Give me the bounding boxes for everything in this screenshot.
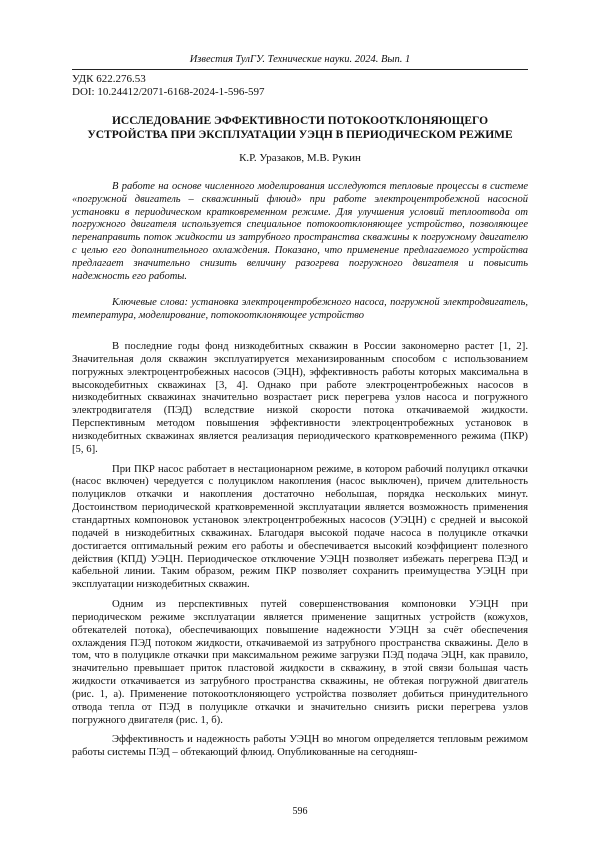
keywords: Ключевые слова: установка электроцентробежного насоса, погружной электродвигатель, температура, моделирование, потокоотклоняющее устройство bbox=[72, 297, 528, 321]
paragraph-3: Одним из перспективных путей совершенствования компоновки УЭЦН при периодическом режиме эксплуатации является применение защитных устройств (кожухов, обтекателей потока), обеспечивающих повышение надежности УЭЦН за счёт обеспечения охлаждения ПЭД потоком жидкости, откачиваемой из затрубного пространства скважины. Дело в том, что в полуцикле откачки при максимальном режиме загрузки ПЭД подача ЭЦН, как правило, значительно превышает приток пластовой жидкости в скважину, в этой связи большая часть жидкости откачивается из затрубного пространства скважины, не обтекая погружной двигатель (рис. 1, а). Применение потокоотклоняющего устройства позволяет добиться принудительного отвода тепла от ПЭД в полуцикле откачки и значительно снизить риски перегрева узлов погружного двигателя (рис. 1, б). bbox=[72, 598, 528, 726]
page-number: 596 bbox=[292, 806, 308, 817]
body-text bbox=[72, 340, 528, 766]
authors: К.Р. Уразаков, М.В. Рукин bbox=[239, 152, 361, 164]
title-line-1: ИССЛЕДОВАНИЕ ЭФФЕКТИВНОСТИ ПОТОКООТКЛОНЯЮЩЕГО bbox=[111, 115, 489, 127]
udc-code: УДК 622.276.53 bbox=[72, 73, 146, 85]
header-rule bbox=[72, 69, 528, 70]
doi: DOI: 10.24412/2071-6168-2024-1-596-597 bbox=[72, 85, 265, 98]
paragraph-2: При ПКР насос работает в нестационарном режиме, в котором рабочий полуцикл откачки (насос включен) чередуется с полуциклом накопления (насос выключен), причем длительность полуциклов откачки и накопления достаточно небольшая, порядка нескольких минут. Достоинством периодической кратковременной эксплуатации является возможность применения стандартных компоновок установок электроцентробежных насосов (УЭЦН) с средней и высокой подачей в низкодебитных скважинах. Благодаря высокой подаче насоса в полуцикле откачки достигается оптимальный режим его работы и обеспечивается высокий коэффициент полезного действия (КПД) УЭЦН. Периодическое отключение УЭЦН позволяет избежать перегрева ПЭД и кабельной линии. Таким образом, режим ПКР позволяет сохранить преимущества УЭЦН при эксплуатации низкодебитных скважин. bbox=[72, 462, 528, 591]
article-title bbox=[72, 114, 528, 142]
title-line-2: УСТРОЙСТВА ПРИ ЭКСПЛУАТАЦИИ УЭЦН В ПЕРИОДИЧЕСКОМ РЕЖИМЕ bbox=[87, 129, 513, 141]
paragraph-1: В последние годы фонд низкодебитных скважин в России закономерно растет [1, 2]. Значительная доля скважин эксплуатируется механизированным способом с использованием погружных электроцентробежных насосов (ЭЦН), эффективность работы которых максимальна в высокодебитных скважинах [3, 4]. Однако при работе электроцентробежных насосов в низкодебитных скважинах значительно возрастает риск перегрева узлов насоса и погружного электродвигателя (ПЭД) вследствие низкой скорости потока откачиваемой жидкости. Перспективным методом повышения эффективности электроцентробежных установок в низкодебитных скважинах является реализация периодического кратковременного режима (ПКР) [5, 6]. bbox=[72, 340, 528, 455]
abstract: В работе на основе численного моделирования исследуются тепловые процессы в системе «погружной двигатель – скважинный флюид» при работе электроцентробежной насосной установки в периодическом кратковременном режиме. Для улучшения условий теплоотвода от погружного двигателя используется специальное потокоотклоняющее устройство, позволяющее перенаправить поток жидкости из затрубного пространства скважины к погружному двигателю с целью его дополнительного охлаждения. Показано, что применение предлагаемого устройства предлагает значительно снизить величину разогрева погружного двигателя и повысить надежность его работы. bbox=[72, 181, 528, 282]
paragraph-4: Эффективность и надежность работы УЭЦН во многом определяется тепловым режимом работы системы ПЭД – обтекающий флюид. Опубликованные на сегодняш- bbox=[72, 733, 528, 759]
running-header: Известия ТулГУ. Технические науки. 2024. Вып. 1 bbox=[189, 54, 411, 65]
article-meta bbox=[72, 73, 264, 98]
